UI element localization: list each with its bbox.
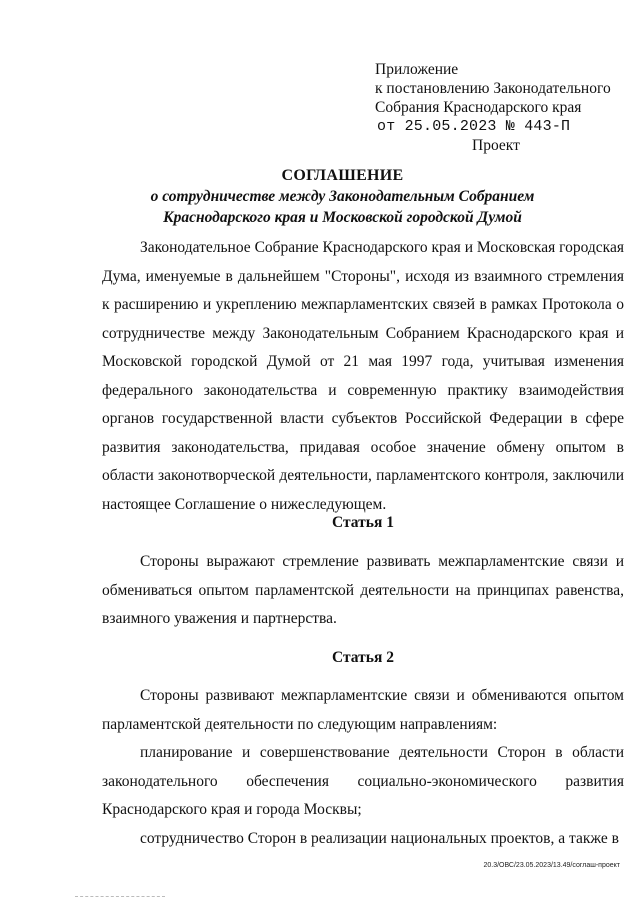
document-footer-code: 20.3/ОВС/23.05.2023/13.49/соглаш-проект xyxy=(483,862,620,869)
appendix-line-2: к постановлению Законодательного xyxy=(375,80,611,97)
appendix-line-3: Собрания Краснодарского края xyxy=(375,99,582,116)
title-main: СОГЛАШЕНИЕ xyxy=(281,167,404,184)
preamble-paragraph: Законодательное Собрание Краснодарского края и Московская городская Дума, именуемые в дальнейшем "Стороны", исходя из взаимного стремления к расширению и укреплению межпарламентских связей в рамках Протокола о сотрудничестве между Законодательным Собранием Краснодарского края и Московской городской Думой от 21 мая 1997 года, учитывая изменения федерального законодательства и современную практику взаимодействия органов государственной власти субъектов Российской Федерации в сфере развития законодательства, придавая особое значение обмену опытом в области законотворческой деятельности, парламентского контроля, заключили настоящее Соглашение о нижеследующем. xyxy=(102,239,624,513)
agreement-title xyxy=(60,165,625,228)
article-2-item-2: сотрудничество Сторон в реализации национальных проектов, а также в xyxy=(140,829,619,847)
resolution-date-number: от 25.05.2023 № 443-П xyxy=(377,118,571,135)
appendix-stamp xyxy=(375,60,625,155)
draft-status: Проект xyxy=(472,137,520,154)
article-2-body xyxy=(102,682,624,853)
title-subtitle-1: о сотрудничестве между Законодательным Собранием xyxy=(150,188,535,205)
appendix-line-1: Приложение xyxy=(375,61,459,78)
title-subtitle-2: Краснодарского края и Московской городской Думой xyxy=(163,209,522,226)
article-1-heading: Статья 1 xyxy=(332,514,394,531)
article-1-paragraph: Стороны выражают стремление развивать межпарламентские связи и обмениваться опытом парламентской деятельности на принципах равенства, взаимного уважения и партнерства. xyxy=(102,553,624,627)
article-2-intro: Стороны развивают межпарламентские связи и обмениваются опытом парламентской деятельности по следующим направлениям: xyxy=(102,687,624,733)
article-2-item-1: планирование и совершенствование деятельности Сторон в области законодательного обеспечения социально-экономического развития Краснодарского края и города Москвы; xyxy=(102,744,624,818)
scan-artifact-line xyxy=(75,896,165,899)
article-2-heading: Статья 2 xyxy=(332,649,394,666)
